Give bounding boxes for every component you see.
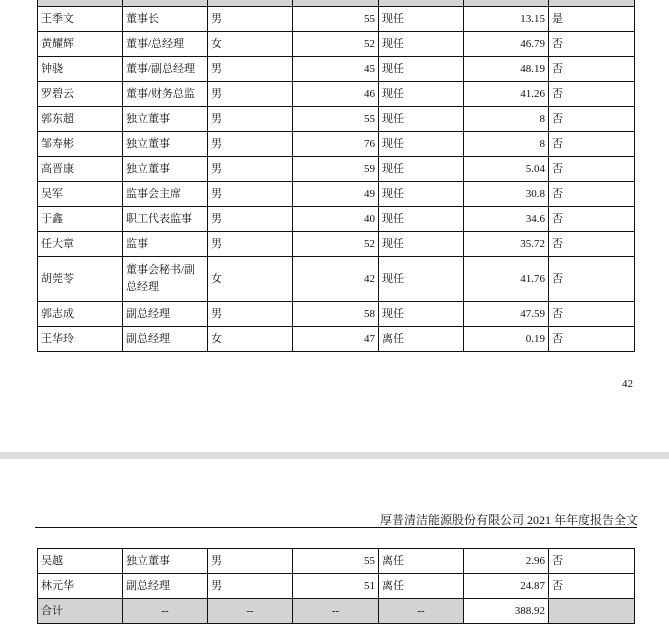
table-row: [38, 232, 635, 257]
cell-position: 独立董事: [123, 157, 208, 182]
cell-name: 胡莞苓: [38, 257, 123, 302]
cell-status: 现任: [379, 57, 464, 82]
cell-age: 40: [293, 207, 379, 232]
total-row: [38, 599, 635, 624]
table-row: [38, 57, 635, 82]
cell-compensation: 30.8: [464, 182, 549, 207]
table-row: [38, 157, 635, 182]
cell-age: 58: [293, 302, 379, 327]
cell-age: 45: [293, 57, 379, 82]
cell-compensation: 34.6: [464, 207, 549, 232]
cell-related-party: 否: [549, 327, 635, 352]
cell-name: 任大章: [38, 232, 123, 257]
cell-age: 52: [293, 232, 379, 257]
cell-name: 罗碧云: [38, 82, 123, 107]
cell-status: 现任: [379, 232, 464, 257]
cell-position: 监事会主席: [123, 182, 208, 207]
cell-gender: 男: [208, 232, 293, 257]
cell-gender: 女: [208, 327, 293, 352]
table-row: [38, 32, 635, 57]
cell-status: 现任: [379, 32, 464, 57]
cell-name: 于鑫: [38, 207, 123, 232]
cell-status: 现任: [379, 107, 464, 132]
cell-related-party: 否: [549, 107, 635, 132]
cell-gender: 男: [208, 157, 293, 182]
cell-status: 离任: [379, 574, 464, 599]
cell-age: 49: [293, 182, 379, 207]
cell-gender: 男: [208, 132, 293, 157]
cell-age: 42: [293, 257, 379, 302]
cell-gender: --: [208, 599, 293, 624]
cell-compensation: 48.19: [464, 57, 549, 82]
cell-age: 51: [293, 574, 379, 599]
cell-related-party: 否: [549, 232, 635, 257]
cell-name: 合计: [38, 599, 123, 624]
cell-position: --: [123, 599, 208, 624]
cell-position: 独立董事: [123, 107, 208, 132]
table-row: [38, 302, 635, 327]
cell-age: 47: [293, 327, 379, 352]
cell-gender: 女: [208, 257, 293, 302]
cell-status: 现任: [379, 257, 464, 302]
cell-age: 55: [293, 7, 379, 32]
table-row: [38, 132, 635, 157]
cell-position: 董事/财务总监: [123, 82, 208, 107]
cell-gender: 男: [208, 57, 293, 82]
table-row: [38, 257, 635, 302]
cell-name: 郭东超: [38, 107, 123, 132]
cell-age: --: [293, 599, 379, 624]
cell-position: 监事: [123, 232, 208, 257]
cell-gender: 男: [208, 549, 293, 574]
compensation-table-continued: [37, 548, 635, 624]
cell-related-party: 否: [549, 32, 635, 57]
cell-age: 76: [293, 132, 379, 157]
cell-gender: 女: [208, 32, 293, 57]
table-row: [38, 207, 635, 232]
cell-gender: 男: [208, 7, 293, 32]
cell-compensation: 2.96: [464, 549, 549, 574]
cell-status: --: [379, 599, 464, 624]
table-row: [38, 182, 635, 207]
cell-related-party: 否: [549, 157, 635, 182]
cell-gender: 男: [208, 574, 293, 599]
cell-position: 独立董事: [123, 549, 208, 574]
cell-position: 董事/副总经理: [123, 57, 208, 82]
cell-status: 现任: [379, 182, 464, 207]
cell-name: 高晋康: [38, 157, 123, 182]
cell-compensation: 41.76: [464, 257, 549, 302]
page-separator: [0, 452, 669, 459]
cell-compensation: 47.59: [464, 302, 549, 327]
header-rule: [35, 527, 637, 528]
cell-name: 林元华: [38, 574, 123, 599]
cell-status: 现任: [379, 302, 464, 327]
cell-related-party: 否: [549, 132, 635, 157]
cell-compensation: 388.92: [464, 599, 549, 624]
cell-name: 吴越: [38, 549, 123, 574]
cell-name: 郭志成: [38, 302, 123, 327]
cell-position: 董事长: [123, 7, 208, 32]
cell-compensation: 8: [464, 107, 549, 132]
compensation-table-page-42: [37, 0, 635, 352]
cell-related-party: 否: [549, 82, 635, 107]
cell-status: 离任: [379, 327, 464, 352]
cell-status: 离任: [379, 549, 464, 574]
cell-gender: 男: [208, 302, 293, 327]
cell-position: 董事会秘书/副总经理: [123, 257, 208, 302]
table-row: [38, 549, 635, 574]
cell-position: 副总经理: [123, 574, 208, 599]
cell-name: 黄耀辉: [38, 32, 123, 57]
cell-compensation: 13.15: [464, 7, 549, 32]
cell-related-party: 否: [549, 57, 635, 82]
cell-related-party: 否: [549, 207, 635, 232]
cell-compensation: 5.04: [464, 157, 549, 182]
cell-compensation: 8: [464, 132, 549, 157]
cell-related-party: 否: [549, 302, 635, 327]
cell-age: 52: [293, 32, 379, 57]
cell-compensation: 24.87: [464, 574, 549, 599]
cell-related-party: 否: [549, 257, 635, 302]
cell-compensation: 46.79: [464, 32, 549, 57]
cell-related-party: 否: [549, 574, 635, 599]
cell-name: 王华玲: [38, 327, 123, 352]
cell-related-party: 否: [549, 549, 635, 574]
cell-age: 55: [293, 549, 379, 574]
cell-position: 副总经理: [123, 327, 208, 352]
table-row: [38, 107, 635, 132]
cell-age: 55: [293, 107, 379, 132]
cell-age: 46: [293, 82, 379, 107]
cell-position: 职工代表监事: [123, 207, 208, 232]
table-row: [38, 327, 635, 352]
cell-status: 现任: [379, 157, 464, 182]
table-row: [38, 82, 635, 107]
cell-status: 现任: [379, 82, 464, 107]
cell-compensation: 41.26: [464, 82, 549, 107]
cell-position: 董事/总经理: [123, 32, 208, 57]
cell-position: 副总经理: [123, 302, 208, 327]
cell-status: 现任: [379, 207, 464, 232]
table-row: [38, 574, 635, 599]
cell-gender: 男: [208, 107, 293, 132]
cell-gender: 男: [208, 82, 293, 107]
cell-compensation: 35.72: [464, 232, 549, 257]
page-number: 42: [622, 378, 633, 390]
cell-related-party: 是: [549, 7, 635, 32]
cell-name: 钟骁: [38, 57, 123, 82]
running-header: 厚普清洁能源股份有限公司 2021 年年度报告全文: [379, 513, 638, 527]
cell-name: 王季文: [38, 7, 123, 32]
cell-status: 现任: [379, 7, 464, 32]
table-row: [38, 7, 635, 32]
cell-position: 独立董事: [123, 132, 208, 157]
cell-gender: 男: [208, 207, 293, 232]
cell-related-party: [549, 599, 635, 624]
cell-compensation: 0.19: [464, 327, 549, 352]
cell-name: 邹寿彬: [38, 132, 123, 157]
cell-gender: 男: [208, 182, 293, 207]
cell-name: 吴军: [38, 182, 123, 207]
cell-age: 59: [293, 157, 379, 182]
cell-related-party: 否: [549, 182, 635, 207]
cell-status: 现任: [379, 132, 464, 157]
